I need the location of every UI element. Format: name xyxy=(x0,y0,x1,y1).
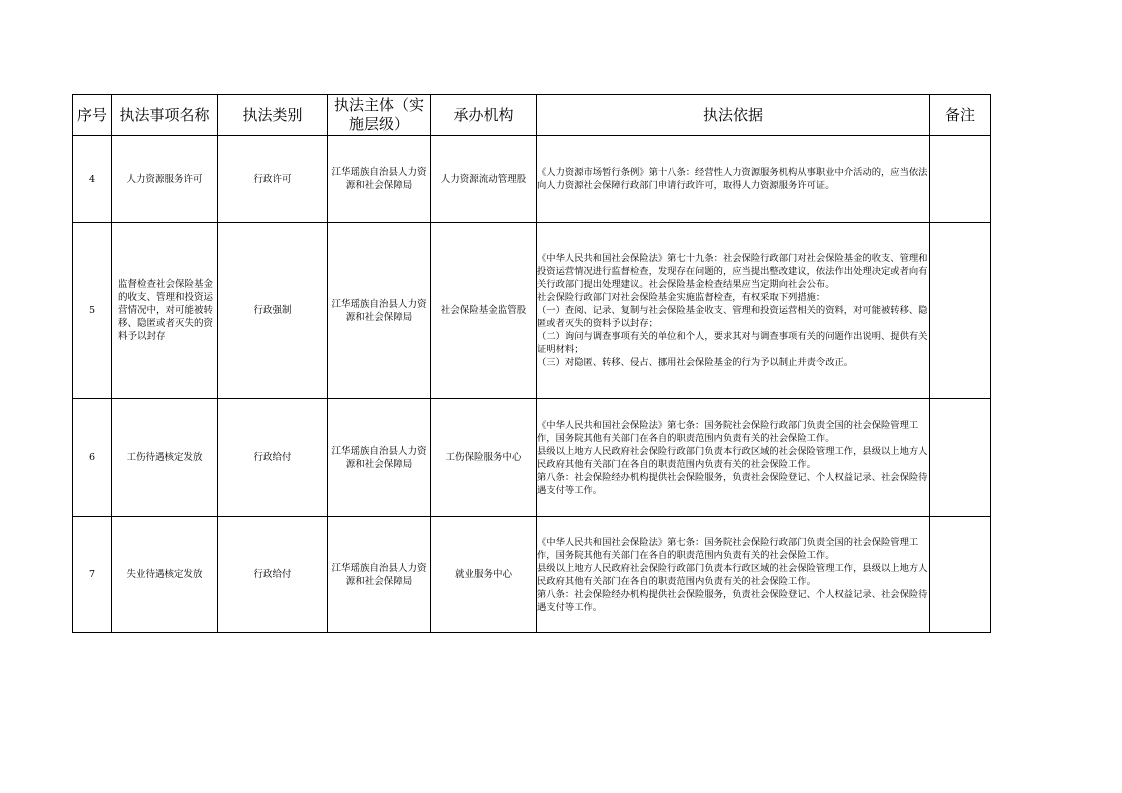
basis-paragraph: 《中华人民共和国社会保险法》第七条：国务院社会保险行政部门负责全国的社会保险管理工作，国务院其他有关部门在各自的职责范围内负责有关的社会保险工作。 xyxy=(537,419,919,444)
header-subject: 执法主体（实施层级） xyxy=(328,95,431,136)
basis-paragraph: 县级以上地方人民政府社会保险行政部门负责本行政区域的社会保险管理工作，县级以上地方人民政府其他有关部门在各自的职责范围内负责有关的社会保险工作。 xyxy=(537,562,928,587)
row-subject: 江华瑶族自治县人力资源和社会保障局 xyxy=(328,136,431,223)
row-remark xyxy=(930,223,991,399)
row-basis xyxy=(537,136,930,223)
row-category: 行政给付 xyxy=(218,399,328,517)
row-name: 监督检查社会保险基金的收支、管理和投资运营情况中，对可能被转移、隐匿或者灭失的资料予以封存 xyxy=(112,223,218,399)
row-remark xyxy=(930,399,991,517)
basis-paragraph: （二）询问与调查事项有关的单位和个人，要求其对与调查事项有关的问题作出说明、提供有关证明材料； xyxy=(537,331,928,355)
row-category: 行政强制 xyxy=(218,223,328,399)
basis-paragraph: 第八条：社会保险经办机构提供社会保险服务，负责社会保险登记、个人权益记录、社会保险待遇支付等工作。 xyxy=(537,471,928,496)
basis-paragraph: （三）对隐匿、转移、侵占、挪用社会保险基金的行为予以制止并责令改正。 xyxy=(537,357,854,368)
basis-paragraph: 县级以上地方人民政府社会保险行政部门负责本行政区域的社会保险管理工作，县级以上地方人民政府其他有关部门在各自的职责范围内负责有关的社会保险工作。 xyxy=(537,445,928,470)
row-basis xyxy=(537,399,930,517)
basis-paragraph: 第八条：社会保险经办机构提供社会保险服务，负责社会保险登记、个人权益记录、社会保险待遇支付等工作。 xyxy=(537,588,928,613)
basis-paragraph: （一）查阅、记录、复制与社会保险基金收支、管理和投资运营相关的资料，对可能被转移、隐匿或者灭失的资料予以封存； xyxy=(537,305,928,329)
basis-paragraph: 《中华人民共和国社会保险法》第七十九条：社会保险行政部门对社会保险基金的收支、管理和投资运营情况进行监督检查，发现存在问题的，应当提出整改建议，依法作出处理决定或者向有关行政部门提出处理建议。社会保险基金检查结果应当定期向社会公布。 xyxy=(537,253,928,290)
row-name: 人力资源服务许可 xyxy=(112,136,218,223)
row-basis xyxy=(537,517,930,633)
row-remark xyxy=(930,517,991,633)
basis-paragraph: 社会保险行政部门对社会保险基金实施监督检查，有权采取下列措施： xyxy=(537,292,826,303)
header-category: 执法类别 xyxy=(218,95,328,136)
row-category: 行政许可 xyxy=(218,136,328,223)
row-subject: 江华瑶族自治县人力资源和社会保障局 xyxy=(328,399,431,517)
header-basis: 执法依据 xyxy=(537,95,930,136)
row-office: 工伤保险服务中心 xyxy=(431,399,537,517)
row-seq: 5 xyxy=(73,223,112,399)
table-row xyxy=(73,517,991,633)
header-name: 执法事项名称 xyxy=(112,95,218,136)
row-office: 人力资源流动管理股 xyxy=(431,136,537,223)
header-remark: 备注 xyxy=(930,95,991,136)
table-row xyxy=(73,399,991,517)
row-office: 就业服务中心 xyxy=(431,517,537,633)
row-seq: 7 xyxy=(73,517,112,633)
basis-paragraph: 《中华人民共和国社会保险法》第七条：国务院社会保险行政部门负责全国的社会保险管理工作，国务院其他有关部门在各自的职责范围内负责有关的社会保险工作。 xyxy=(537,536,919,561)
row-office: 社会保险基金监管股 xyxy=(431,223,537,399)
row-name: 失业待遇核定发放 xyxy=(112,517,218,633)
basis-paragraph: 《人力资源市场暂行条例》第十八条：经营性人力资源服务机构从事职业中介活动的，应当依法向人力资源社会保障行政部门申请行政许可，取得人力资源服务许可证。 xyxy=(537,167,928,191)
table-row xyxy=(73,223,991,399)
row-name: 工伤待遇核定发放 xyxy=(112,399,218,517)
row-basis xyxy=(537,223,930,399)
row-seq: 4 xyxy=(73,136,112,223)
row-seq: 6 xyxy=(73,399,112,517)
enforcement-items-table xyxy=(72,94,991,633)
header-row xyxy=(73,95,991,136)
row-remark xyxy=(930,136,991,223)
header-seq: 序号 xyxy=(73,95,112,136)
row-category: 行政给付 xyxy=(218,517,328,633)
table-row xyxy=(73,136,991,223)
row-subject: 江华瑶族自治县人力资源和社会保障局 xyxy=(328,223,431,399)
header-office: 承办机构 xyxy=(431,95,537,136)
row-subject: 江华瑶族自治县人力资源和社会保障局 xyxy=(328,517,431,633)
